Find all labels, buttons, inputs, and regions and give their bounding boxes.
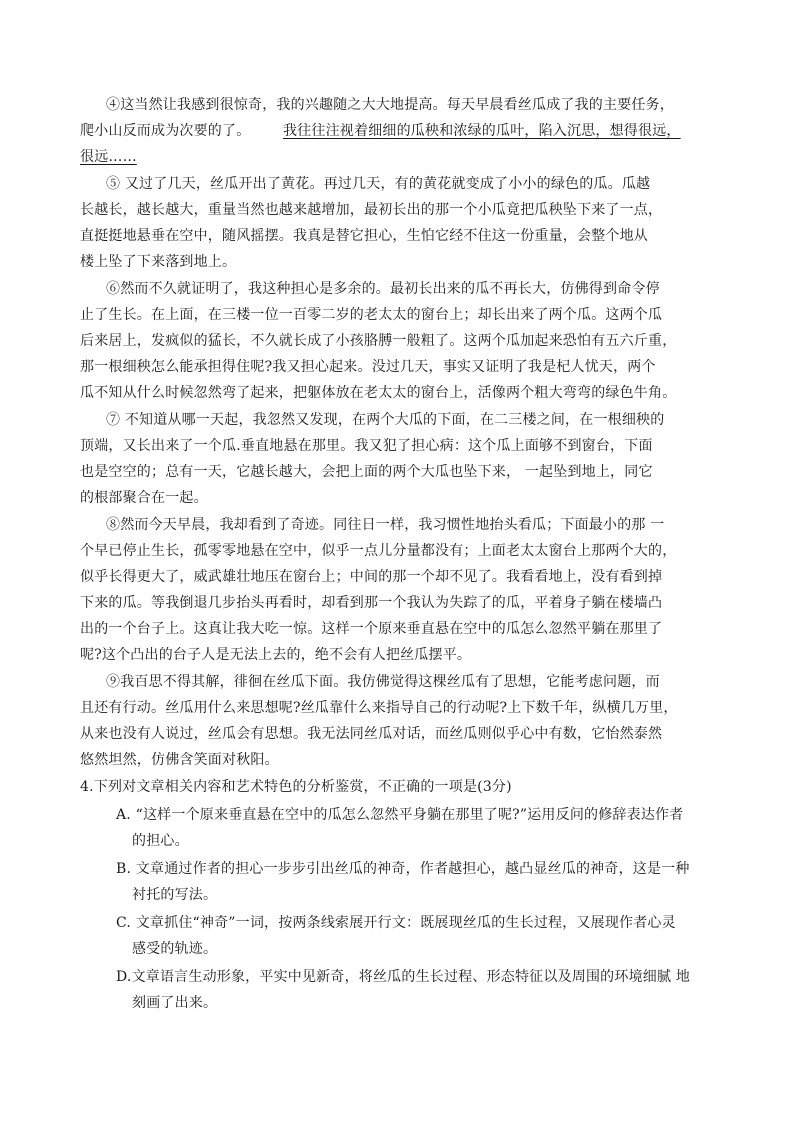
text-line: 后来居上，发疯似的猛长，不久就长成了小孩胳膊一般粗了。这两个瓜加起来恐怕有五六斤重， <box>80 333 677 349</box>
text-line: 顶端，又长出来了一个瓜.垂直地悬在那里。我又犯了担心病：这个瓜上面够不到窗台，下面 <box>80 438 653 454</box>
text-line: 直挺挺地悬垂在空中，随风摇摆。我真是替它担心，生怕它经不住这一份重量，会整个地从 <box>80 228 648 244</box>
option-text: 的担心。 <box>132 833 189 849</box>
text-line: 的根部聚合在一起。 <box>80 490 208 506</box>
option-text: D.文章语言生动形象，平实中见新奇，将丝瓜的生长过程、形态特征以及周围的环境细腻 地 <box>116 969 691 985</box>
text-line: 也是空空的；总有一天，它越长越大，会把上面的两个大瓜也坠下来， 一起坠到地上，同它 <box>80 464 653 480</box>
text-line: ⑤ 又过了几天，丝瓜开出了黄花。再过几天，有的黄花就变成了小小的绿色的瓜。瓜越 <box>106 176 651 192</box>
underlined-sentence-end: 很远…… <box>80 149 137 165</box>
underlined-sentence: 我往往注视着细细的瓜秧和浓绿的瓜叶，陷入沉思，想得很远， <box>283 123 681 139</box>
option-text: 刻画了出来。 <box>132 995 218 1011</box>
option-text: 感受的轨迹。 <box>132 941 218 957</box>
option-text: A. “这样一个原来垂直悬在空中的瓜怎么忽然平身躺在那里了呢?”运用反问的修辞表达作者 <box>116 807 684 823</box>
text-line: 长越长，越长越大，重量当然也越来越增加，最初长出的那一个小瓜竟把瓜秧坠下来了一点， <box>80 202 663 218</box>
text-line: ⑧然而今天早晨，我却看到了奇迹。同往日一样，我习惯性地抬头看瓜；下面最小的那 一 <box>106 517 665 533</box>
text-line: ⑨我百思不得其解，徘徊在丝瓜下面。我仿佛觉得这棵丝瓜有了思想，它能考虑问题，而 <box>106 674 660 690</box>
text-line: 且还有行动。丝瓜用什么来思想呢?丝瓜靠什么来指导自己的行动呢?上下数千年，纵横几万里， <box>80 700 678 716</box>
text-line: 下来的瓜。等我倒退几步抬头再看时，却看到那一个我认为失踪了的瓜，平着身子躺在楼墙凸 <box>80 595 663 611</box>
text-line: ⑦ 不知道从哪一天起，我忽然又发现，在两个大瓜的下面，在二三楼之间，在一根细秧的 <box>106 412 665 428</box>
text-line: 从来也没有人说过，丝瓜会有思想。我无法同丝瓜对话，而丝瓜则似乎心中有数，它怡然泰然 <box>80 726 663 742</box>
text-line: 楼上坠了下来落到地上。 <box>80 254 237 270</box>
text-line: 个早已停止生长，孤零零地悬在空中，似乎一点儿分量都没有；上面老太太窗台上那两个大的， <box>80 543 677 559</box>
text-line: 爬小山反而成为次要的了。 <box>80 123 251 139</box>
text-line: 出的一个台子上。这真让我大吃一惊。这样一个原来垂直悬在空中的瓜怎么忽然平躺在那里了 <box>80 621 663 637</box>
text-line: ⑥然而不久就证明了，我这种担心是多余的。最初长出来的瓜不再长大，仿佛得到命令停 <box>106 281 660 297</box>
text-line: 呢?这个凸出的台子人是无法上去的，绝不会有人把丝瓜摆平。 <box>80 647 472 663</box>
text-line: 那一根细秧怎么能承担得住呢?我又担心起来。没过几天，事实又证明了我是杞人忧天，两个 <box>80 359 656 375</box>
option-text: C. 文章抓住“神奇”一词，按两条线索展开行文：既展现丝瓜的生长过程，又展现作者心灵 <box>116 915 676 931</box>
text-line: 悠然坦然，仿佛含笑面对秋阳。 <box>80 752 279 768</box>
text-line: 止了生长。在上面，在三楼一位一百零二岁的老太太的窗台上；却长出来了两个瓜。这两个瓜 <box>80 307 663 323</box>
option-text: 衬托的写法。 <box>132 887 218 903</box>
text-line: ④这当然让我感到很惊奇，我的兴趣随之大大地提高。每天早晨看丝瓜成了我的主要任务， <box>106 97 674 113</box>
text-line: 瓜不知从什么时候忽然弯了起来，把躯体放在老太太的窗台上，活像两个粗大弯弯的绿色牛角。 <box>80 385 677 401</box>
text-line: 似乎长得更大了，威武雄壮地压在窗台上；中间的那一个却不见了。我看看地上，没有看到掉 <box>80 569 663 585</box>
question-stem: 4.下列对文章相关内容和艺术特色的分析鉴赏，不正确的一项是(3分) <box>80 779 512 795</box>
option-text: B. 文章通过作者的担心一步步引出丝瓜的神奇，作者越担心，越凸显丝瓜的神奇，这是一种 <box>116 861 690 877</box>
